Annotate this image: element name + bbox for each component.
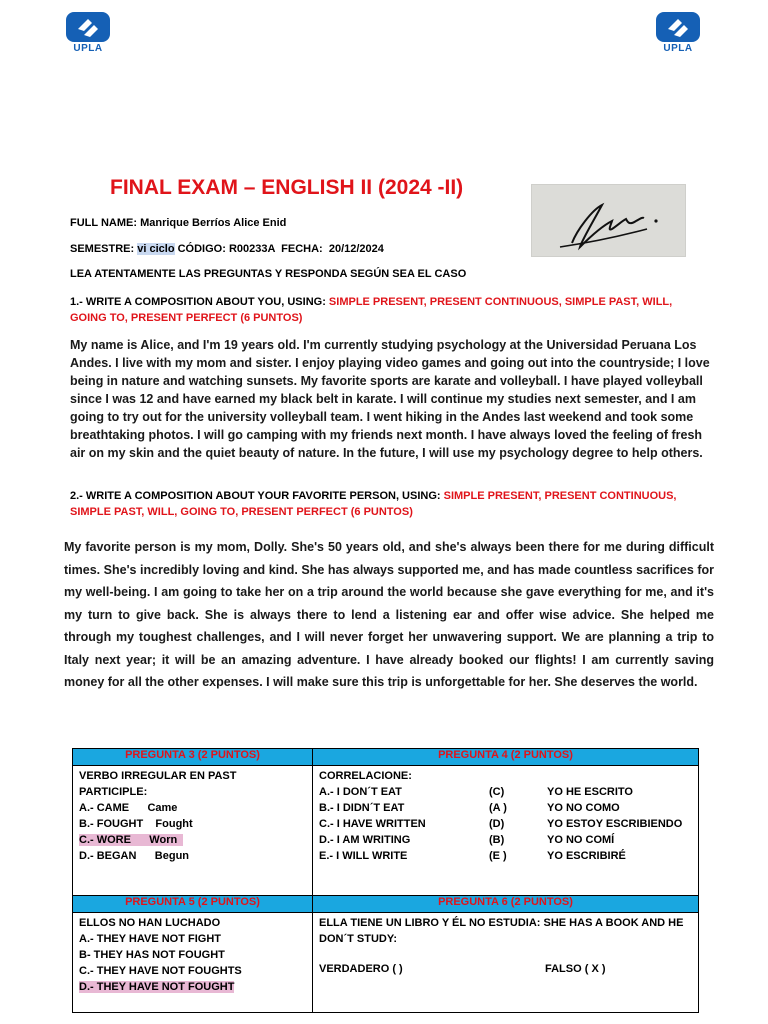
codigo-value: R00233A <box>228 243 276 255</box>
q6-statement: ELLA TIENE UN LIBRO Y ÉL NO ESTUDIA: SHE HAS A BOOK AND HE DON´T STUDY: <box>319 917 684 945</box>
q4-row: B.- I DIDN´T EAT (A ) YO NO COMO <box>319 802 620 814</box>
upla-logo-left <box>64 12 112 54</box>
q5-item: B- THEY HAS NOT FOUGHT <box>79 949 225 961</box>
q6-header: PREGUNTA 6 (2 PUNTOS) <box>313 896 699 913</box>
q3-cell: VERBO IRREGULAR EN PAST PARTICIPLE: A.- CAME Came B.- FOUGHT Fought C.- WORE Worn D.- BEGAN Begun <box>73 766 313 896</box>
q3-item: A.- CAME Came <box>79 802 178 814</box>
fecha-value: 20/12/2024 <box>328 243 384 255</box>
q4-row: E.- I WILL WRITE (E ) YO ESCRIBIRÉ <box>319 850 626 862</box>
q6-options <box>319 961 692 977</box>
q4-row: D.- I AM WRITING (B) YO NO COMÍ <box>319 834 615 846</box>
q3-item: D.- BEGAN Begun <box>79 850 190 862</box>
q5-item-selected: D.- THEY HAVE NOT FOUGHT <box>79 981 235 993</box>
signature-image <box>531 184 686 257</box>
logo-text: UPLA <box>663 43 693 54</box>
q6-true: VERDADERO ( ) <box>319 963 403 975</box>
q6-false: FALSO ( X ) <box>545 963 606 975</box>
q5-item: C.- THEY HAVE NOT FOUGHTS <box>79 965 242 977</box>
upla-emblem-icon <box>656 12 700 42</box>
question-2: 2.- WRITE A COMPOSITION ABOUT YOUR FAVORITE PERSON, USING: SIMPLE PRESENT, PRESENT CONTINUOUS, SIMPLE PAST, WILL, GOING TO, PRESENT PERFECT (6 PUNTOS) <box>70 490 677 518</box>
upla-logo-right <box>654 12 702 54</box>
answer-2: My favorite person is my mom, Dolly. She's 50 years old, and she's always been there for me during difficult times. She's incredibly loving and kind. She has always supported me, and has made countless sacrifices for my well-being. I am going to take her on a trip around the world because she gave everything for me, and it's my turn to give back. She is always there to lend a listening ear and offer wise advice. She helped me through my toughest challenges, and I will never forget her unwavering support. We are planning a trip to Italy next year; it will be an amazing adventure. I have already booked our flights! I am currently saving money for all the other expenses. I will make sure this trip is unforgettable for her. She deserves the world. <box>64 540 714 689</box>
logo-text: UPLA <box>73 43 103 54</box>
answer-1: My name is Alice, and I'm 19 years old. I'm currently studying psychology at the Universidad Peruana Los Andes. I live with my mom and sister. I enjoy playing video games and going out into the countryside; I love being in nature and watching sunsets. My favorite sports are karate and volleyball. I have played volleyball since I was 12 and have earned my black belt in karate. I will continue my studies next semester, and I am going to try out for the university volleyball team. I went hiking in the Andes last weekend and took some breathtaking photos. I will go camping with my friends next month. I have always loved the feeling of fresh air on my skin and the quiet beauty of nature. In the future, I will use my psychology degree to help others. <box>70 338 710 460</box>
q6-cell <box>313 913 699 1013</box>
q3-item: B.- FOUGHT Fought <box>79 818 193 830</box>
q4-header: PREGUNTA 4 (2 PUNTOS) <box>313 749 699 766</box>
q3-header: PREGUNTA 3 (2 PUNTOS) <box>73 749 313 766</box>
q5-cell: ELLOS NO HAN LUCHADO A.- THEY HAVE NOT FIGHT B- THEY HAS NOT FOUGHT C.- THEY HAVE NOT FOUGHTS D.- THEY HAVE NOT FOUGHT <box>73 913 313 1013</box>
semester-value: vi ciclo <box>137 243 175 255</box>
q4-cell: CORRELACIONE: A.- I DON´T EAT (C) YO HE ESCRITO B.- I DIDN´T EAT (A ) YO NO COMO C.- I HAVE WRITTEN (D) YO ESTOY ESCRIBIENDO D.- I AM WRITING (B) YO NO COMÍ E.- I WILL WRITE (E ) YO ESCRIBIRÉ <box>313 766 699 896</box>
q4-row: C.- I HAVE WRITTEN (D) YO ESTOY ESCRIBIENDO <box>319 818 683 830</box>
full-name-line: FULL NAME: Manrique Berríos Alice Enid <box>70 217 287 229</box>
q4-row: A.- I DON´T EAT (C) YO HE ESCRITO <box>319 786 633 798</box>
question-1: 1.- WRITE A COMPOSITION ABOUT YOU, USING: SIMPLE PRESENT, PRESENT CONTINUOUS, SIMPLE PAST, WILL, GOING TO, PRESENT PERFECT (6 PUNTOS) <box>70 296 673 324</box>
q5-item: A.- THEY HAVE NOT FIGHT <box>79 933 221 945</box>
q3-item: C.- WORE Worn <box>79 832 306 848</box>
exam-title: FINAL EXAM – ENGLISH II (2024 -II) <box>110 176 464 199</box>
q5-header: PREGUNTA 5 (2 PUNTOS) <box>73 896 313 913</box>
questions-table <box>72 748 699 1013</box>
full-name-value: Manrique Berríos Alice Enid <box>140 217 287 229</box>
semester-line: SEMESTRE: vi ciclo CÓDIGO: R00233A FECHA: 20/12/2024 <box>70 243 384 255</box>
instructions: LEA ATENTAMENTE LAS PREGUNTAS Y RESPONDA SEGÚN SEA EL CASO <box>70 268 467 280</box>
upla-emblem-icon <box>66 12 110 42</box>
